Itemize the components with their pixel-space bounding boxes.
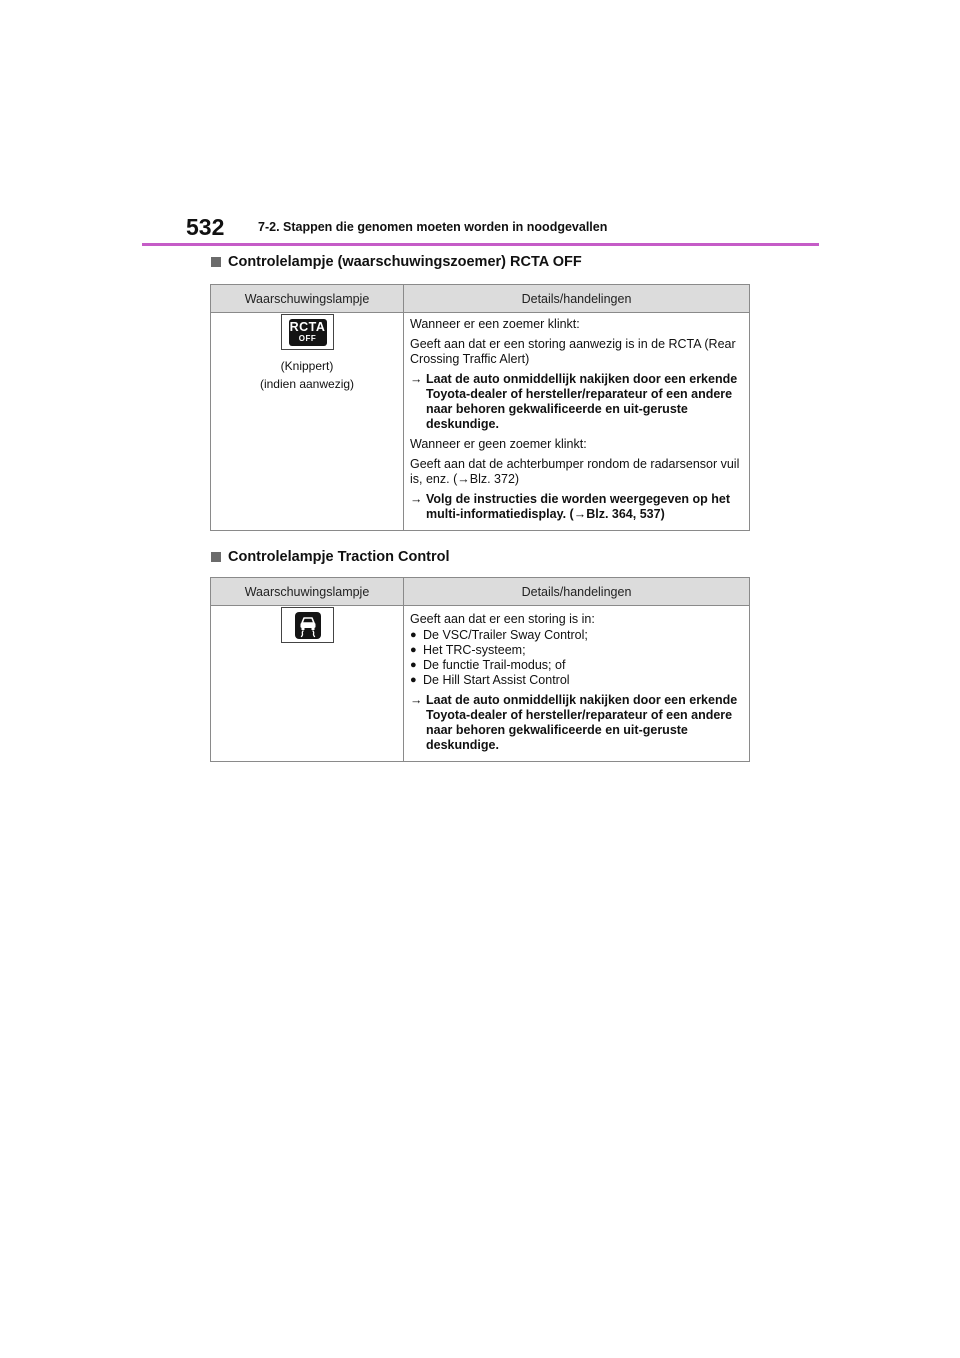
section-heading-text: Controlelampje Traction Control (228, 549, 450, 565)
arrow-icon: → (457, 472, 470, 486)
table-row (211, 606, 750, 762)
bullet-icon: ● (410, 629, 417, 641)
column-header-details: Details/handelingen (404, 285, 750, 313)
page-reference: Blz. 372 (469, 472, 515, 486)
lamp-cell (211, 313, 404, 531)
bullet-icon: ● (410, 644, 417, 656)
detail-text-part: Geeft aan dat de achterbumper rondom de radarsensor vuil is, enz. ( (410, 457, 740, 486)
action-text (426, 492, 741, 522)
list-item (410, 673, 741, 688)
list-item-text: De VSC/Trailer Sway Control; (423, 628, 588, 642)
section-heading-text: Controlelampje (waarschuwingszoemer) RCTA OFF (228, 254, 582, 270)
bullet-icon: ● (410, 659, 417, 671)
off-icon-label: OFF (298, 334, 317, 343)
detail-text: Wanneer er een zoemer klinkt: (410, 317, 580, 331)
square-bullet-icon (211, 552, 221, 562)
rcta-icon-label: RCTA (289, 320, 326, 334)
detail-text-part: ) (514, 472, 520, 486)
detail-text: Wanneer er geen zoemer klinkt: (410, 437, 587, 451)
list-item-text: Het TRC-systeem; (423, 643, 526, 657)
rcta-off-icon (289, 319, 327, 346)
chapter-title: 7-2. Stappen die genomen moeten worden in noodgevallen (258, 220, 608, 234)
column-header-lamp: Waarschuwingslampje (211, 578, 404, 606)
list-item (410, 658, 741, 673)
column-header-details: Details/handelingen (404, 578, 750, 606)
action-item (410, 372, 741, 432)
warning-table-rcta (210, 284, 750, 531)
skidding-car-icon (295, 612, 321, 639)
detail-text: Geeft aan dat er een storing is in: (410, 612, 595, 626)
lamp-caption-blinking: (Knippert) (280, 359, 334, 373)
arrow-icon: → (410, 492, 423, 506)
arrow-icon: → (573, 507, 587, 521)
header-divider (142, 243, 819, 246)
action-text-part: ) (660, 507, 665, 521)
action-text-part: Volg de instructies die worden weergegeven op het multi-informatiedisplay. ( (426, 492, 730, 521)
action-item (410, 492, 741, 522)
section-heading-rcta (211, 254, 582, 270)
icon-frame (281, 607, 334, 643)
details-cell (404, 313, 750, 531)
list-item-text: De Hill Start Assist Control (423, 673, 570, 687)
lamp-caption-if-equipped: (indien aanwezig) (259, 377, 355, 391)
action-text: Laat de auto onmiddellijk nakijken door een erkende Toyota-dealer of hersteller/reparateur of een andere naar behoren gekwalificeerde en uit-geruste deskundige. (426, 693, 738, 752)
action-text: Laat de auto onmiddellijk nakijken door een erkende Toyota-dealer of hersteller/reparateur of een andere naar behoren gekwalificeerde en uit-geruste deskundige. (426, 372, 738, 431)
section-heading-traction (211, 549, 450, 565)
table-header-row (211, 285, 750, 313)
table-header-row (211, 578, 750, 606)
arrow-icon: → (410, 693, 423, 707)
details-cell (404, 606, 750, 762)
list-item (410, 628, 741, 643)
detail-text (410, 457, 741, 487)
page-reference: Blz. 364, 537 (586, 507, 661, 521)
traction-control-icon (295, 612, 321, 639)
icon-frame (281, 314, 334, 350)
warning-table-traction (210, 577, 750, 762)
arrow-icon: → (410, 372, 423, 386)
bullet-icon: ● (410, 674, 417, 686)
square-bullet-icon (211, 257, 221, 267)
table-row (211, 313, 750, 531)
column-header-lamp: Waarschuwingslampje (211, 285, 404, 313)
list-item-text: De functie Trail-modus; of (423, 658, 566, 672)
list-item (410, 643, 741, 658)
action-item (410, 693, 741, 753)
page-number: 532 (186, 214, 225, 240)
detail-text: Geeft aan dat er een storing aanwezig is in de RCTA (Rear Crossing Traffic Alert) (410, 337, 736, 366)
lamp-cell (211, 606, 404, 762)
